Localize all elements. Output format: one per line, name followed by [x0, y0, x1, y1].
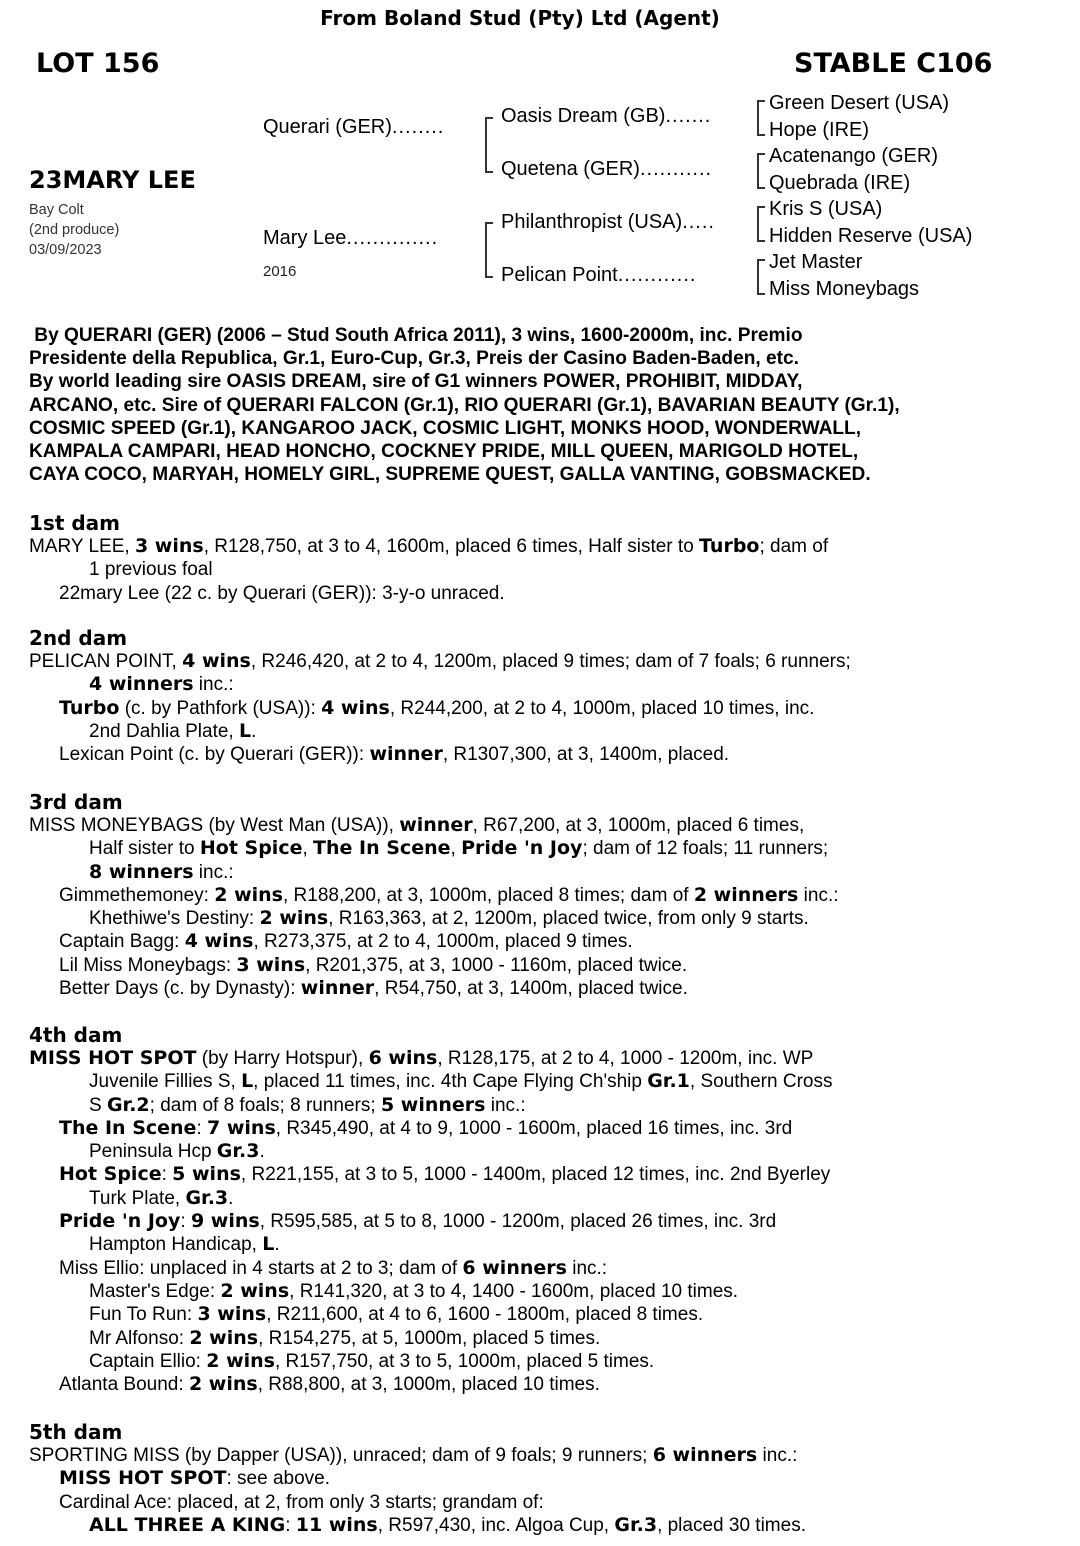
bold-text: 3 wins: [236, 953, 306, 976]
text: Atlanta Bound:: [59, 1374, 189, 1396]
bold-text: 11 wins: [295, 1513, 378, 1536]
record-line: [29, 1350, 1069, 1373]
bold-text: 2 wins: [259, 907, 329, 930]
text: Mr Alfonso:: [89, 1327, 190, 1349]
bold-text: Hot Spice: [199, 837, 303, 860]
text: Half sister to: [89, 838, 200, 860]
record-line: [29, 743, 1069, 766]
text: , R1307,300, at 3, 1400m, placed.: [442, 744, 730, 766]
record-line: [29, 582, 1069, 605]
horse-produce: (2nd produce): [29, 222, 120, 238]
text: 2nd Dahlia Plate,: [89, 720, 239, 742]
record-line: [29, 954, 1069, 977]
bold-text: winner: [300, 977, 375, 1000]
bold-text: 6 wins: [368, 1047, 438, 1069]
record-line: [29, 535, 1069, 558]
bold-text: Pride 'n Joy: [59, 1210, 181, 1233]
bracket-line: [757, 153, 765, 189]
record-line: [29, 720, 1069, 743]
summary-line: By QUERARI (GER) (2006 – Stud South Africa 2011), 3 wins, 1600-2000m, inc. Premio: [29, 324, 803, 346]
bold-text: Gr.3: [614, 1513, 658, 1536]
record-line: [29, 1444, 1069, 1467]
record-line: [29, 558, 1069, 581]
text: , R88,800, at 3, 1000m, placed 10 times.: [257, 1374, 600, 1396]
record-line: [29, 673, 1069, 696]
text: , R273,375, at 2 to 4, 1000m, placed 9 times.: [253, 931, 633, 953]
record-line: [29, 1233, 1069, 1256]
bold-text: The In Scene: [59, 1116, 197, 1139]
bold-text: 4 wins: [321, 696, 390, 719]
summary-line: CAYA COCO, MARYAH, HOMELY GIRL, SUPREME QUEST, GALLA VANTING, GOBSMACKED.: [29, 463, 871, 486]
record-line: [29, 930, 1069, 953]
bold-text: 2 wins: [220, 1279, 290, 1302]
text: , R211,600, at 4 to 6, 1600 - 1800m, placed 8 times.: [266, 1304, 704, 1326]
text: , R128,175, at 2 to 4, 1000 - 1200m, inc. WP: [437, 1048, 814, 1069]
horse-foaled-date: 03/09/2023: [29, 242, 102, 258]
bold-text: Gr.1: [647, 1070, 690, 1093]
record-line: [29, 1327, 1069, 1350]
record-line: [29, 1187, 1069, 1210]
bold-text: 9 wins: [190, 1210, 260, 1233]
pedigree-name: Pelican Point: [501, 264, 618, 286]
text: , R201,375, at 3, 1000 - 1160m, placed twice.: [305, 954, 688, 976]
text: Turk Plate,: [89, 1187, 186, 1209]
record-line: [29, 814, 1069, 837]
text: Captain Bagg:: [59, 931, 185, 953]
pedigree-g3: Jet Master: [769, 251, 863, 273]
text: (by Harry Hotspur),: [196, 1048, 369, 1069]
text: Gimmethemoney:: [59, 884, 215, 906]
bold-text: Turbo: [59, 696, 120, 719]
record-line: [29, 1140, 1069, 1163]
text: , R345,490, at 4 to 9, 1000 - 1600m, placed 16 times, inc. 3rd: [275, 1117, 793, 1139]
bold-text: ALL THREE A KING: [89, 1513, 286, 1536]
pedigree-dam-year: 2016: [263, 263, 297, 280]
record-line: [29, 1163, 1069, 1186]
pedigree-dots: ........: [391, 116, 445, 138]
text: :: [161, 1164, 173, 1186]
record-line: [29, 1491, 1069, 1514]
text: , R246,420, at 2 to 4, 1200m, placed 9 times; dam of 7 foals; 6 runners;: [250, 651, 851, 672]
bold-text: MISS HOT SPOT: [29, 1047, 197, 1069]
horse-color-sex: Bay Colt: [29, 202, 84, 218]
dam-section-4: [29, 1024, 1069, 1396]
bold-text: 4 winners: [89, 673, 194, 696]
record-line: [29, 1303, 1069, 1326]
text: , R128,750, at 3 to 4, 1600m, placed 6 times, Half sister to: [203, 536, 700, 557]
bracket-line: [757, 100, 765, 136]
pedigree-g3: Hidden Reserve (USA): [769, 225, 973, 247]
text: .: [274, 1234, 280, 1256]
bold-text: Gr.3: [216, 1140, 260, 1163]
record-line: [29, 884, 1069, 907]
pedigree-sire-sire: [501, 105, 711, 127]
text: Better Days (c. by Dynasty):: [59, 978, 301, 1000]
bold-text: The In Scene: [313, 837, 451, 860]
text: , R163,363, at 2, 1200m, placed twice, from only 9 starts.: [328, 908, 809, 930]
bracket-line: [757, 259, 765, 295]
pedigree-dam-sire: [501, 211, 715, 233]
pedigree-dots: .......: [665, 105, 712, 127]
pedigree-g3: Green Desert (USA): [769, 92, 950, 114]
text: : see above.: [226, 1468, 330, 1490]
pedigree-sire-name: Querari (GER): [263, 116, 392, 138]
bold-text: Turbo: [699, 535, 760, 557]
pedigree-dots: ..............: [346, 227, 439, 249]
pedigree-name: Philanthropist (USA): [501, 211, 683, 233]
record-line: [29, 837, 1069, 860]
record-line: [29, 1257, 1069, 1280]
bold-text: 4 wins: [182, 650, 251, 672]
bold-text: L: [239, 719, 252, 742]
bold-text: 8 winners: [89, 860, 194, 883]
summary-line: COSMIC SPEED (Gr.1), KANGAROO JACK, COSMIC LIGHT, MONKS HOOD, WONDERWALL,: [29, 416, 862, 439]
section-title: 4th dam: [29, 1023, 123, 1047]
record-line: [29, 1514, 1069, 1537]
pedigree-name: Oasis Dream (GB): [501, 105, 666, 127]
bold-text: 2 winners: [693, 883, 799, 906]
bold-text: Hot Spice: [59, 1163, 162, 1186]
text: 22mary Lee (22 c. by Querari (GER)): 3-y-o unraced.: [59, 582, 505, 604]
summary-line: ARCANO, etc. Sire of QUERARI FALCON (Gr.1), RIO QUERARI (Gr.1), BAVARIAN BEAUTY (Gr.1),: [29, 393, 900, 416]
text: Khethiwe's Destiny:: [89, 908, 260, 930]
stable-number: STABLE C106: [794, 48, 993, 79]
text: Fun To Run:: [89, 1304, 198, 1326]
text: :: [180, 1211, 191, 1233]
pedigree-g3: Acatenango (GER): [769, 145, 938, 167]
record-line: [29, 1280, 1069, 1303]
bold-text: Gr.2: [106, 1093, 150, 1116]
text: Master's Edge:: [89, 1280, 221, 1302]
record-line: [29, 907, 1069, 930]
horse-details: [29, 200, 119, 260]
text: ; dam of: [759, 536, 829, 557]
bold-text: 3 wins: [197, 1303, 267, 1326]
text: Cardinal Ace: placed, at 2, from only 3 starts; grandam of:: [59, 1491, 544, 1513]
text: MISS MONEYBAGS (by West Man (USA)),: [29, 815, 400, 836]
text: ; dam of 12 foals; 11 runners;: [582, 838, 829, 860]
bold-text: 2 wins: [214, 883, 283, 906]
text: inc.:: [193, 674, 234, 696]
vendor-heading: From Boland Stud (Pty) Ltd (Agent): [320, 6, 720, 30]
bold-text: Pride 'n Joy: [461, 837, 583, 860]
text: 1 previous foal: [89, 559, 213, 581]
bold-text: 7 wins: [207, 1116, 276, 1139]
text: inc.:: [193, 861, 234, 883]
bold-text: 3 wins: [134, 535, 204, 557]
text: , R154,275, at 5, 1000m, placed 5 times.: [258, 1327, 601, 1349]
text: inc.:: [798, 884, 839, 906]
text: , R54,750, at 3, 1400m, placed twice.: [374, 978, 688, 1000]
pedigree-dam-dam: [501, 264, 696, 286]
text: Juvenile Fillies S,: [89, 1071, 242, 1093]
bracket-line: [485, 117, 493, 173]
text: :: [196, 1117, 208, 1139]
record-line: [29, 1094, 1069, 1117]
text: Lil Miss Moneybags:: [59, 954, 237, 976]
text: , R157,750, at 3 to 5, 1000m, placed 5 times.: [274, 1350, 655, 1372]
text: ,: [302, 838, 314, 860]
bold-text: 2 wins: [188, 1373, 258, 1396]
bold-text: Gr.3: [185, 1186, 229, 1209]
dam-section-2: [29, 627, 1069, 766]
bold-text: 5 winners: [380, 1093, 486, 1116]
text: (c. by Pathfork (USA)):: [119, 697, 322, 719]
bold-text: 4 wins: [184, 930, 254, 953]
record-line: [29, 1467, 1069, 1490]
text: .: [251, 720, 257, 742]
text: ,: [450, 838, 462, 860]
pedigree-g3: Miss Moneybags: [769, 278, 920, 300]
bracket-line: [485, 222, 493, 278]
text: ; dam of 8 foals; 8 runners;: [149, 1094, 381, 1116]
pedigree-g3: Quebrada (IRE): [769, 172, 911, 194]
summary-line: KAMPALA CAMPARI, HEAD HONCHO, COCKNEY PRIDE, MILL QUEEN, MARIGOLD HOTEL,: [29, 440, 859, 463]
text: , R244,200, at 2 to 4, 1000m, placed 10 times, inc.: [389, 697, 815, 719]
bracket-line: [757, 206, 765, 242]
pedigree-name: Quetena (GER): [501, 158, 640, 180]
summary-line: Presidente della Republica, Gr.1, Euro-Cup, Gr.3, Preis der Casino Baden-Baden, etc.: [29, 347, 799, 370]
pedigree-dam: [263, 227, 438, 249]
text: :: [285, 1514, 296, 1536]
text: inc.:: [485, 1094, 526, 1116]
text: , R67,200, at 3, 1000m, placed 6 times,: [472, 815, 805, 836]
text: Peninsula Hcp: [89, 1141, 217, 1163]
text: , R221,155, at 3 to 5, 1000 - 1400m, placed 12 times, inc. 2nd Byerley: [240, 1164, 831, 1186]
record-line: [29, 1047, 1069, 1070]
text: , placed 11 times, inc. 4th Cape Flying Ch'ship: [253, 1071, 648, 1093]
text: MARY LEE,: [29, 536, 135, 557]
text: S: [89, 1094, 107, 1116]
pedigree-dots: ............: [617, 264, 697, 286]
summary-line: By world leading sire OASIS DREAM, sire of G1 winners POWER, PROHIBIT, MIDDAY,: [29, 370, 803, 393]
record-line: [29, 1117, 1069, 1140]
bold-text: winner: [369, 743, 443, 766]
text: , placed 30 times.: [657, 1514, 806, 1536]
pedigree-dots: .....: [682, 211, 715, 233]
text: Miss Ellio: unplaced in 4 starts at 2 to 3; dam of: [59, 1257, 463, 1279]
text: , R188,200, at 3, 1000m, placed 8 times; dam of: [282, 884, 694, 906]
text: Hampton Handicap,: [89, 1234, 263, 1256]
section-title: 3rd dam: [29, 790, 123, 814]
pedigree-sire: [263, 116, 444, 138]
record-line: [29, 697, 1069, 720]
record-line: [29, 1373, 1069, 1396]
record-line: [29, 861, 1069, 884]
section-title: 5th dam: [29, 1420, 123, 1444]
lot-number: LOT 156: [36, 48, 160, 79]
pedigree-dots: ...........: [639, 158, 713, 180]
text: SPORTING MISS (by Dapper (USA)), unraced; dam of 9 foals; 9 runners;: [29, 1445, 653, 1466]
bold-text: 2 wins: [206, 1349, 275, 1372]
bold-text: 5 wins: [172, 1163, 241, 1186]
record-line: [29, 1070, 1069, 1093]
record-line: [29, 977, 1069, 1000]
dam-section-5: [29, 1421, 1069, 1537]
text: .: [228, 1187, 234, 1209]
bold-text: 6 winners: [652, 1444, 758, 1466]
section-title: 2nd dam: [29, 626, 128, 650]
bold-text: L: [262, 1233, 275, 1256]
text: inc.:: [757, 1445, 798, 1466]
text: , R597,430, inc. Algoa Cup,: [377, 1514, 615, 1536]
section-title: 1st dam: [29, 511, 120, 535]
pedigree-g3: Hope (IRE): [769, 119, 870, 141]
text: , R141,320, at 3 to 4, 1400 - 1600m, placed 10 times.: [289, 1280, 739, 1302]
text: PELICAN POINT,: [29, 651, 183, 672]
sire-summary: [29, 324, 1053, 486]
pedigree-dam-name: Mary Lee: [263, 227, 347, 249]
text: , R595,585, at 5 to 8, 1000 - 1200m, placed 26 times, inc. 3rd: [259, 1211, 777, 1233]
bold-text: 6 winners: [462, 1256, 567, 1279]
dam-section-1: [29, 512, 1069, 605]
dam-section-3: [29, 791, 1069, 1000]
pedigree-g3: Kris S (USA): [769, 198, 883, 220]
bold-text: MISS HOT SPOT: [59, 1467, 227, 1490]
pedigree-sire-dam: [501, 158, 712, 180]
record-line: [29, 1210, 1069, 1233]
text: Lexican Point (c. by Querari (GER)):: [59, 744, 370, 766]
bold-text: winner: [399, 814, 473, 836]
record-line: [29, 650, 1069, 673]
bold-text: 2 wins: [189, 1326, 259, 1349]
horse-name: 23MARY LEE: [29, 166, 196, 194]
text: Captain Ellio:: [89, 1350, 207, 1372]
text: , Southern Cross: [689, 1071, 833, 1093]
bold-text: L: [241, 1070, 254, 1093]
text: inc.:: [566, 1257, 608, 1279]
text: .: [259, 1141, 265, 1163]
